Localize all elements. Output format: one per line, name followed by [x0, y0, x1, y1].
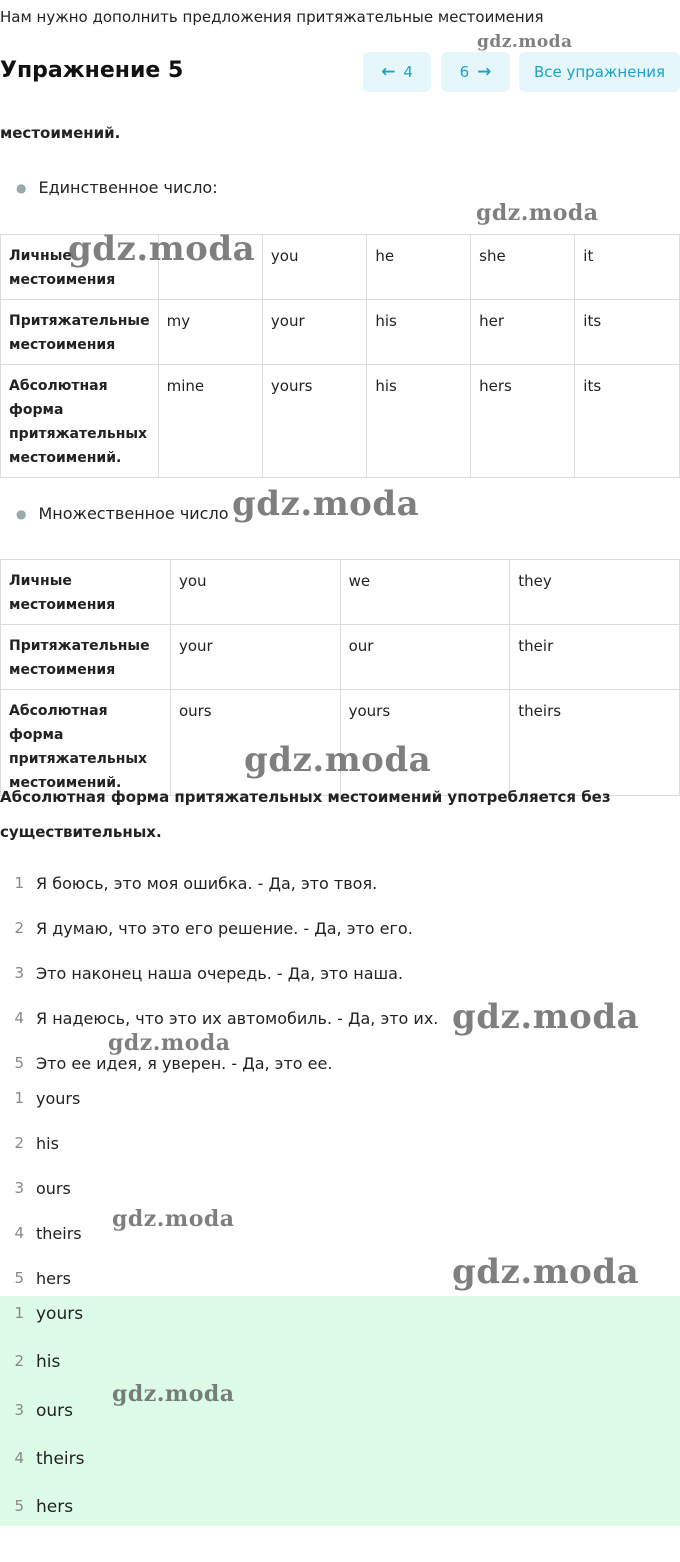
rule-text-line-1: Абсолютная форма притяжательных местоимений употребляется без	[0, 788, 611, 806]
watermark: gdz.moda	[476, 200, 599, 226]
item-number: 3	[14, 1401, 24, 1419]
row-header: Абсолютная форма притяжательных местоимений.	[1, 690, 171, 796]
list-item	[0, 1401, 73, 1421]
item-text: yours	[36, 1304, 84, 1324]
item-text: theirs	[36, 1449, 85, 1469]
watermark: gdz.moda	[112, 1381, 235, 1407]
watermark: gdz.moda	[68, 229, 256, 269]
item-number: 5	[14, 1269, 24, 1287]
intro-text: Нам нужно дополнить предложения притяжательные местоимения	[0, 8, 544, 26]
item-number: 2	[14, 919, 24, 937]
row-header: Личные местоимения	[1, 235, 159, 300]
item-text: Это ее идея, я уверен. - Да, это ее.	[36, 1054, 333, 1073]
item-number: 3	[14, 1179, 24, 1197]
item-text: hers	[36, 1497, 74, 1517]
table-cell: her	[471, 300, 575, 365]
next-exercise-button[interactable]	[441, 52, 510, 92]
cut-off-text-line	[0, 102, 480, 106]
prev-exercise-label: 4	[403, 63, 413, 81]
item-text: yours	[36, 1089, 81, 1108]
watermark: gdz.moda	[232, 484, 420, 524]
singular-table	[0, 234, 680, 478]
table-cell: you	[170, 560, 340, 625]
bullet-singular-label: Единственное число:	[38, 178, 218, 197]
all-exercises-button[interactable]	[519, 52, 680, 92]
table-row	[1, 300, 680, 365]
row-header: Личные местоимения	[1, 560, 171, 625]
table-cell: hers	[471, 365, 575, 478]
item-text: his	[36, 1134, 59, 1153]
watermark: gdz.moda	[244, 740, 432, 780]
list-item	[0, 919, 413, 938]
item-text: ours	[36, 1179, 71, 1198]
answer-box	[0, 1296, 680, 1526]
watermark: gdz.moda	[108, 1030, 231, 1056]
arrow-right-icon: →	[477, 62, 492, 82]
table-cell: my	[158, 300, 262, 365]
bullet-plural	[16, 504, 229, 523]
row-header: Абсолютная форма притяжательных местоимений.	[1, 365, 159, 478]
list-item	[0, 1134, 59, 1153]
table-cell: its	[575, 300, 680, 365]
list-item	[0, 1009, 438, 1028]
table-cell: our	[340, 625, 510, 690]
table-cell: its	[575, 365, 680, 478]
bullet-plural-label: Множественное число	[38, 504, 229, 523]
next-exercise-label: 6	[459, 63, 470, 81]
table-cell: she	[471, 235, 575, 300]
list-item	[0, 874, 377, 893]
list-item	[0, 1179, 71, 1198]
item-text: theirs	[36, 1224, 82, 1243]
item-number: 3	[14, 964, 24, 982]
watermark: gdz.moda	[452, 1252, 640, 1292]
table-cell: we	[340, 560, 510, 625]
item-number: 1	[14, 1304, 24, 1322]
item-number: 5	[14, 1497, 24, 1515]
table-cell: ours	[170, 690, 340, 796]
table-row	[1, 365, 680, 478]
item-text: Это наконец наша очередь. - Да, это наша.	[36, 964, 404, 983]
all-exercises-label: Все упражнения	[533, 63, 666, 81]
item-number: 1	[14, 874, 24, 892]
item-text: his	[36, 1352, 61, 1372]
list-item	[0, 1449, 84, 1469]
list-item	[0, 964, 403, 983]
table-cell: it	[575, 235, 680, 300]
table-cell: you	[262, 235, 366, 300]
item-number: 4	[14, 1009, 24, 1027]
bullet-singular	[16, 178, 218, 197]
item-text: Я надеюсь, что это их автомобиль. - Да, это их.	[36, 1009, 439, 1028]
table-cell: theirs	[510, 690, 680, 796]
item-text: Я боюсь, это моя ошибка. - Да, это твоя.	[36, 874, 378, 893]
rule-text-line-2: существительных.	[0, 823, 162, 841]
item-number: 4	[14, 1449, 24, 1467]
table-cell: their	[510, 625, 680, 690]
list-item	[0, 1224, 82, 1243]
item-number: 4	[14, 1224, 24, 1242]
table-cell: they	[510, 560, 680, 625]
list-item	[0, 1269, 71, 1288]
table-cell: he	[367, 235, 471, 300]
row-header: Притяжательные местоимения	[1, 625, 171, 690]
watermark: gdz.moda	[452, 997, 640, 1037]
table-cell: mine	[158, 365, 262, 478]
item-number: 5	[14, 1054, 24, 1072]
bullet-dot-icon: ●	[16, 506, 27, 521]
table-cell: your	[262, 300, 366, 365]
table-cell: his	[367, 300, 471, 365]
watermark: gdz.moda	[477, 32, 573, 52]
page-title: Упражнение 5	[0, 58, 184, 83]
list-item	[0, 1497, 73, 1517]
list-item	[0, 1089, 80, 1108]
list-item	[0, 1054, 332, 1073]
watermark: gdz.moda	[112, 1206, 235, 1232]
prev-exercise-button[interactable]	[363, 52, 431, 92]
item-text: hers	[36, 1269, 71, 1288]
row-header: Притяжательные местоимения	[1, 300, 159, 365]
arrow-left-icon: ←	[381, 62, 396, 82]
table-cell: yours	[340, 690, 510, 796]
table-cell: his	[367, 365, 471, 478]
list-item	[0, 1352, 60, 1372]
item-number: 2	[14, 1134, 24, 1152]
bullet-dot-icon: ●	[16, 180, 27, 195]
list-item	[0, 1304, 83, 1324]
table-cell: your	[170, 625, 340, 690]
item-number: 2	[14, 1352, 24, 1370]
cut-off-heading: местоимений.	[0, 124, 121, 142]
item-text: ours	[36, 1401, 74, 1421]
item-number: 1	[14, 1089, 24, 1107]
table-cell: yours	[262, 365, 366, 478]
table-row	[1, 560, 680, 625]
item-text: Я думаю, что это его решение. - Да, это его.	[36, 919, 413, 938]
table-row	[1, 625, 680, 690]
